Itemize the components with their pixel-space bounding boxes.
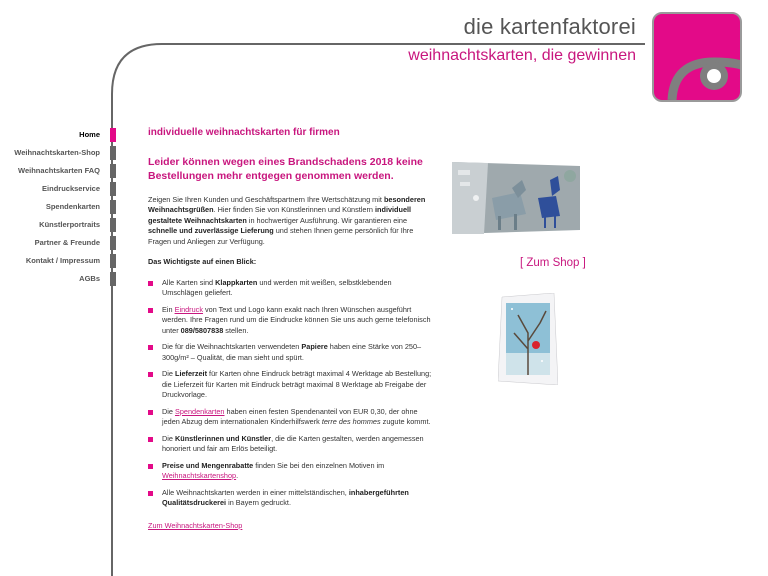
intro-bold: individuell gestaltete Weihnachtskarten [148,205,412,225]
intro-bold: schnelle und zuverlässige Lieferung [148,226,274,235]
nav-label: AGBs [79,274,100,283]
item-text: und werden mit weißen, selbstklebenden Umschlägen geliefert. [162,277,392,297]
summary-heading: Das Wichtigste auf einen Blick: [148,257,257,266]
main-nav [0,126,116,288]
spendenkarten-link[interactable]: Spendenkarten [174,406,225,416]
brand-title: die kartenfaktorei [463,14,636,39]
nav-item-kuenstlerportraits[interactable] [0,216,116,234]
page-title: individuelle weihnachtskarten für firmen [148,127,340,138]
notice-heading: Leider können wegen eines Brandschadens 2018 keine Bestellungen mehr entgegen genommen werden. [148,155,423,182]
nav-label: Eindruckservice [42,184,100,193]
item-text: finden Sie bei den einzelnen Motiven im [253,460,385,470]
nav-marker [110,272,116,286]
intro-text: in hochwertiger Ausführung. Wir garantieren eine [246,215,408,225]
item-text: in Bayern gedruckt. [226,498,291,507]
item-italic: terre des hommes [321,417,381,426]
list-item [148,305,432,337]
list-item [148,278,432,299]
brand-tagline: weihnachtskarten, die gewinnen [408,47,636,64]
intro-text: Zeigen Sie Ihren Kunden und Geschäftspartnern Ihre Wertschätzung mit [148,194,384,204]
item-text: Alle Weihnachtskarten werden in einer mittelständischen, [162,487,349,497]
nav-marker [110,182,116,196]
item-text: Ein [162,304,175,314]
list-item [148,342,432,363]
item-text: für Karten ohne Eindruck beträgt maximal 4 Werktage ab Bestellung; die Lieferzeit für Karten mit Eindruck beträgt maximal 8 Werktage ab Freigabe der Druckvorlage. [162,369,432,399]
nav-item-shop[interactable] [0,144,116,162]
item-text: Die für die Weihnachtskarten verwendeten [162,342,302,351]
christmas-card-deer-image[interactable] [452,162,580,234]
intro-text: . Hier finden Sie von Künstlerinnen und Künstlern [213,205,375,214]
item-bold: Klappkarten [215,277,258,287]
eindruck-link[interactable]: Eindruck [174,304,203,314]
list-item [148,434,432,455]
side-shop-link[interactable]: [ Zum Shop ] [520,257,586,269]
list-item [148,369,432,401]
item-text: haben eine Stärke von 250–300g/m² – Qualität, die man sieht und spürt. [162,342,422,362]
main-content [148,128,432,531]
nav-label: Partner & Freunde [34,238,100,247]
item-bold: inhabergeführten Qualitätsdruckerei [162,487,409,507]
nav-item-partner[interactable] [0,234,116,252]
nav-marker [110,164,116,178]
nav-marker [110,146,116,160]
intro-paragraph [148,195,432,248]
christmas-card-tree-image[interactable] [498,293,558,385]
nav-marker [110,218,116,232]
intro-text: und stehen Ihnen gerne persönlich für Ihre Fragen und Anliegen zur Verfügung. [148,226,414,246]
item-text: , die die Karten gestalten, werden angemessen honoriert und fair am Erlös beteiligt. [162,433,424,453]
nav-label: Künstlerportraits [39,220,100,229]
list-item [148,407,432,428]
nav-label: Weihnachtskarten-Shop [14,148,100,157]
nav-item-agbs[interactable] [0,270,116,288]
item-text: von Text und Logo kann exakt nach Ihren Wünschen ausgeführt werden. Ihre Fragen rund um die Eindrucke können Sie uns auch gerne telefonisch unter [162,304,431,335]
item-text: Die [162,406,175,416]
logo[interactable] [652,12,742,102]
list-item [148,461,432,482]
nav-item-home[interactable] [0,126,116,144]
nav-marker [110,236,116,250]
eye-logo-icon [654,14,740,100]
nav-marker [110,128,116,142]
nav-label: Weihnachtskarten FAQ [18,166,100,175]
item-bold: Papiere [301,342,328,351]
item-text: stellen. [223,325,249,335]
item-bold: Lieferzeit [174,369,208,378]
nav-marker [110,200,116,214]
nav-label: Spendenkarten [45,202,100,211]
item-bold: 089/5807838 [180,325,224,335]
nav-item-faq[interactable] [0,162,116,180]
shop-bottom-link[interactable]: Zum Weihnachtskarten-Shop [148,520,243,530]
list-item [148,488,432,509]
item-text: Die [162,433,175,443]
nav-label: Home [79,130,100,139]
nav-item-eindruckservice[interactable] [0,180,116,198]
nav-item-spendenkarten[interactable] [0,198,116,216]
item-text: Alle Karten sind [162,277,216,287]
item-bold: Preise und Mengenrabatte [162,460,254,470]
nav-marker [110,254,116,268]
nav-label: Kontakt / Impressum [25,256,100,265]
item-text: . [236,471,239,480]
item-bold: Künstlerinnen und Künstler [174,433,272,443]
item-text: haben einen festen Spendenanteil von EUR 0,30, der ohne jeden Abzug dem internationalen Kinderhilfswerk [162,406,418,426]
item-text: zugute kommt. [380,417,431,426]
nav-item-kontakt[interactable] [0,252,116,270]
shop-inline-link[interactable]: Weihnachtskartenshop [162,471,237,480]
feature-list [148,278,432,509]
item-text: Die [162,369,175,378]
intro-bold: besonderen Weihnachtsgrüßen [148,194,426,214]
